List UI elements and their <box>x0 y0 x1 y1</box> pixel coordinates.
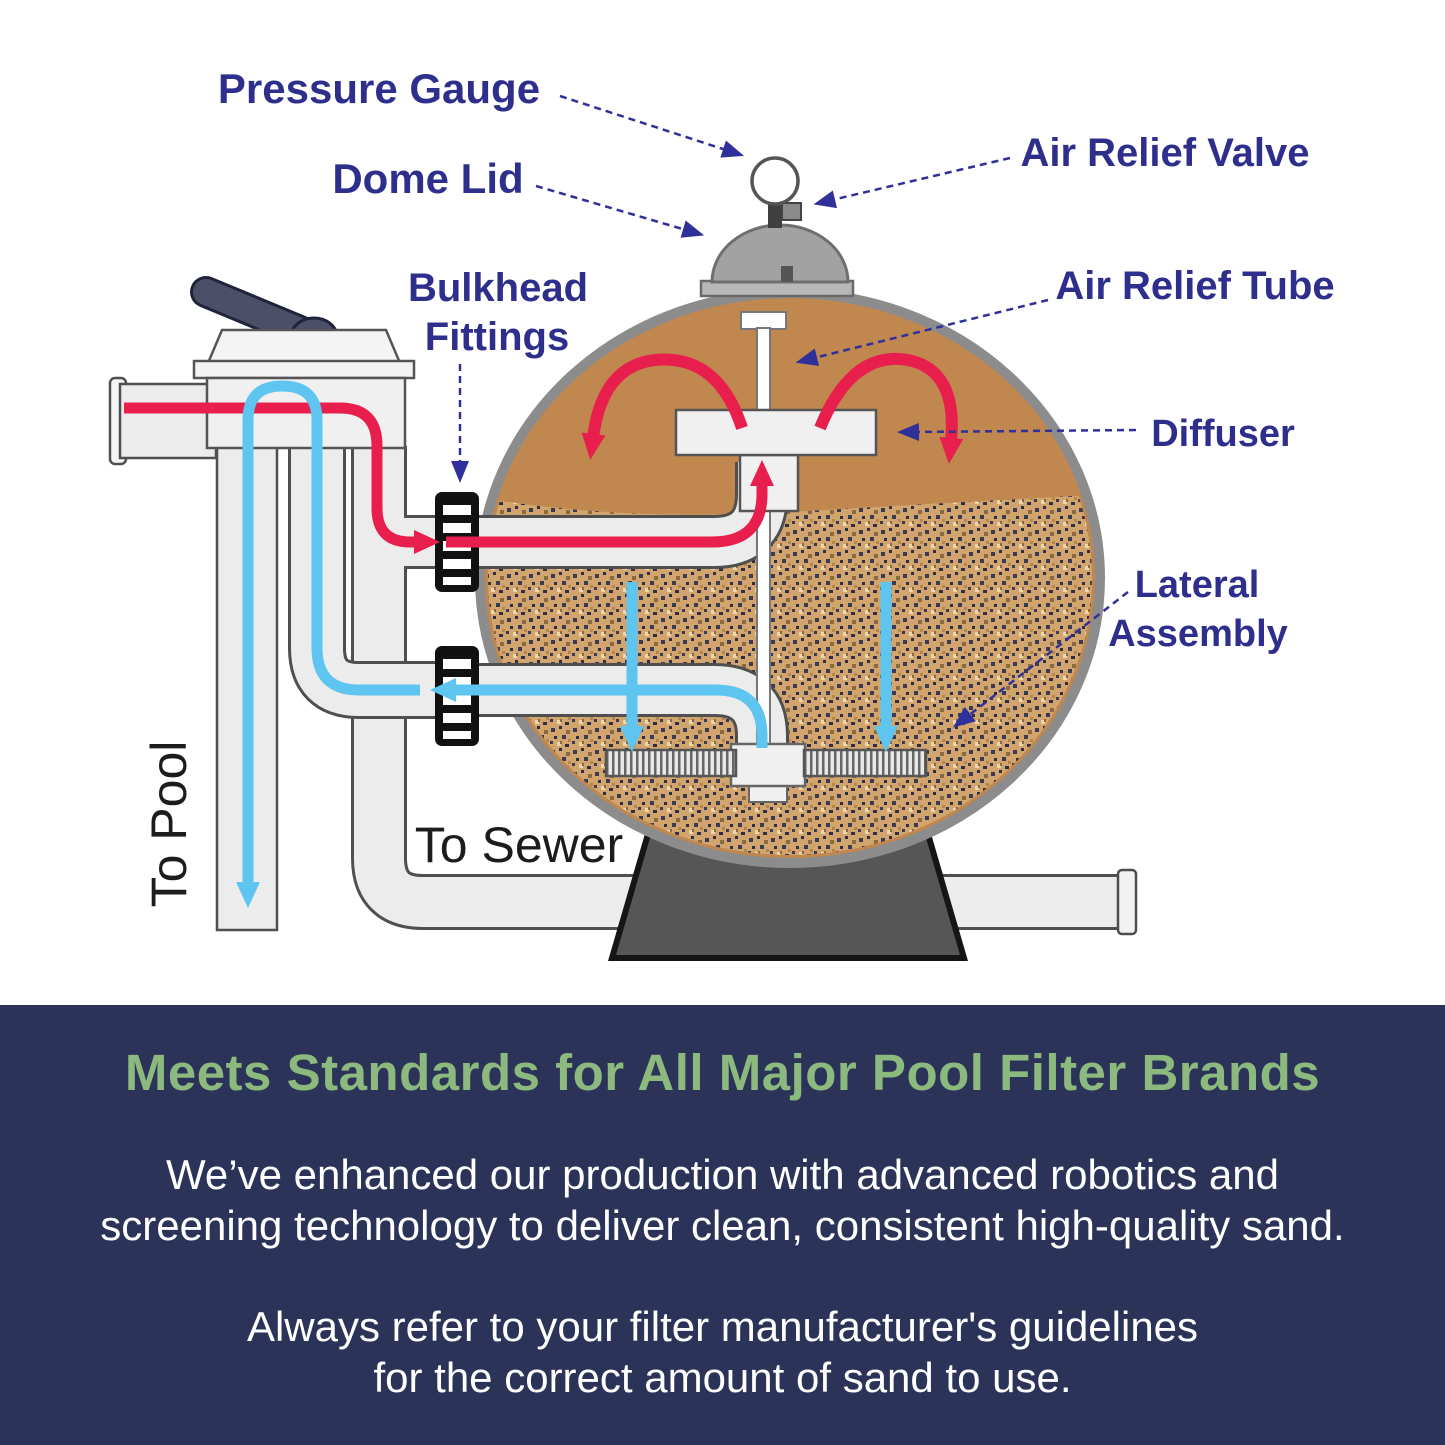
valve-lid <box>208 330 400 363</box>
label-dome-lid: Dome Lid <box>332 155 524 202</box>
label-diffuser: Diffuser <box>1151 413 1295 455</box>
banner-paragraph-production <box>0 1149 1445 1251</box>
label-air-relief-tube: Air Relief Tube <box>1055 264 1335 308</box>
gauge-stem <box>768 202 782 228</box>
label-air-relief-valve: Air Relief Valve <box>1020 131 1310 175</box>
bulkhead-fitting-lower <box>435 646 479 746</box>
label-lateral-assembly-line2: Assembly <box>1108 613 1288 655</box>
dome-notch <box>781 266 793 282</box>
valve-flange <box>194 361 414 378</box>
label-bulkhead-fittings-line1: Bulkhead <box>407 266 589 310</box>
label-pressure-gauge: Pressure Gauge <box>217 65 541 112</box>
air-relief-valve-body <box>782 203 801 220</box>
label-to-pool: To Pool <box>141 740 197 908</box>
banner-paragraph2-line1: Always refer to your filter manufacturer's guidelines <box>246 1303 1199 1350</box>
banner-paragraph2-line2: for the correct amount of sand to use. <box>373 1354 1072 1401</box>
banner-paragraph1-line1: We’ve enhanced our production with advanced robotics and <box>166 1151 1279 1198</box>
air-relief-tube-cap <box>741 312 786 329</box>
lateral-right <box>804 750 926 776</box>
gauge-dial <box>752 158 798 204</box>
diffuser-stem <box>740 455 798 511</box>
label-bulkhead-fittings-line2: Fittings <box>424 315 570 359</box>
label-lateral-assembly-line1: Lateral <box>1134 564 1260 606</box>
lateral-hub <box>731 744 805 786</box>
banner-paragraph-guidelines <box>0 1301 1445 1403</box>
banner-paragraph1-line2: screening technology to deliver clean, consistent high-quality sand. <box>100 1202 1345 1249</box>
sewer-pipe-end-cap <box>1118 870 1136 934</box>
diffuser-bar <box>676 410 876 455</box>
label-to-sewer: To Sewer <box>414 817 624 873</box>
banner-heading: Meets Standards for All Major Pool Filter Brands <box>124 1044 1321 1101</box>
marketing-banner <box>0 1005 1445 1445</box>
lateral-left <box>606 750 736 776</box>
pump-inlet-pipe <box>110 378 216 464</box>
